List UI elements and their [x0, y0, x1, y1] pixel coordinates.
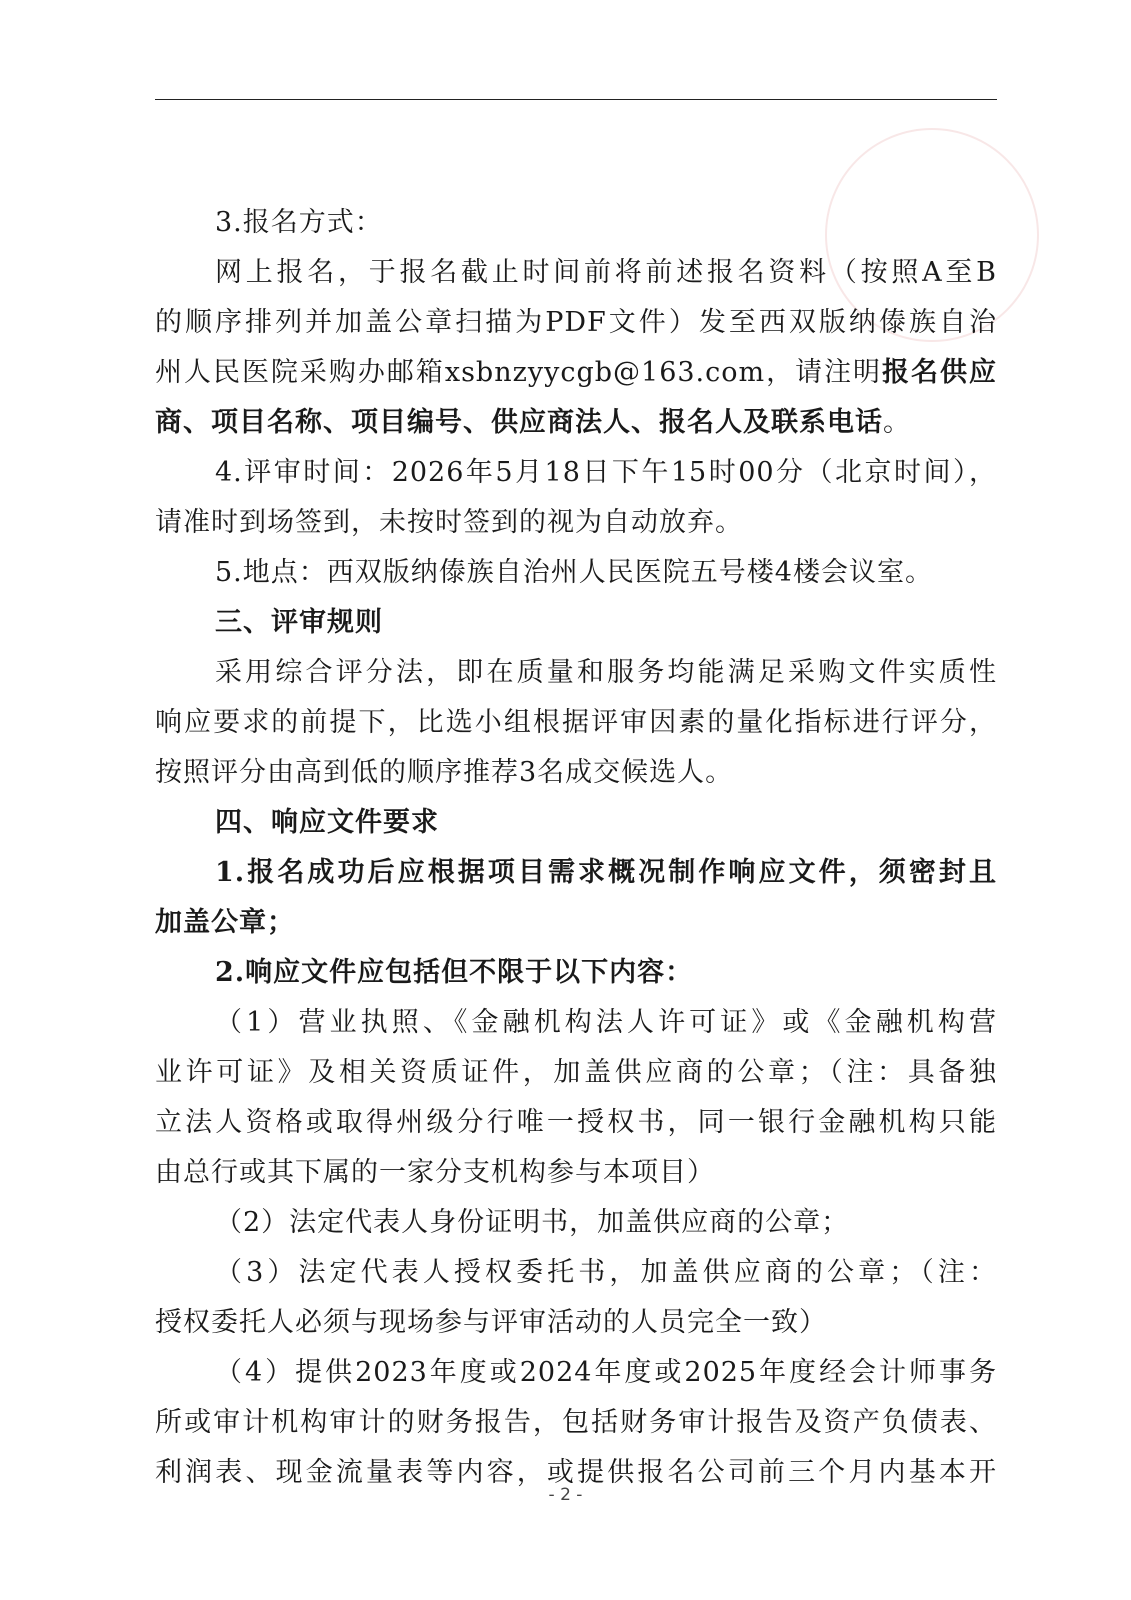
text-line	[155, 1398, 997, 1448]
text-line	[155, 648, 997, 698]
text-run-bold: 加盖公章；	[155, 907, 295, 938]
text-line	[155, 448, 997, 498]
text-line	[155, 998, 997, 1048]
text-run: 由总行或其下属的一家分支机构参与本项目）	[155, 1157, 715, 1188]
text-run-bold: 商、项目名称、项目编号、供应商法人、报名人及联系电话	[155, 407, 883, 438]
text-line	[155, 1198, 997, 1248]
text-run: 立法人资格或取得州级分行唯一授权书，同一银行金融机构只能	[155, 1107, 997, 1138]
document-body	[155, 198, 997, 1498]
text-run: 业许可证》及相关资质证件，加盖供应商的公章；（注：具备独	[155, 1057, 997, 1088]
text-run: 5.地点：西双版纳傣族自治州人民医院五号楼4楼会议室。	[215, 557, 933, 588]
text-run-bold: 三、评审规则	[215, 607, 383, 638]
text-run: （1）营业执照、《金融机构法人许可证》或《金融机构营	[215, 1007, 997, 1038]
text-line	[155, 398, 997, 448]
text-line	[155, 1148, 997, 1198]
text-line	[155, 548, 997, 598]
text-run: （3）法定代表人授权委托书，加盖供应商的公章；（注：	[215, 1257, 997, 1288]
text-line	[155, 198, 997, 248]
text-line	[155, 1248, 997, 1298]
text-line	[155, 348, 997, 398]
section-heading	[155, 598, 997, 648]
text-run: 4.评审时间：2026年5月18日下午15时00分（北京时间），	[215, 457, 997, 488]
text-run-bold: 2.响应文件应包括但不限于以下内容：	[215, 957, 694, 988]
text-run: 所或审计机构审计的财务报告，包括财务审计报告及资产负债表、	[155, 1407, 997, 1438]
text-line	[155, 698, 997, 748]
text-line	[155, 1298, 997, 1348]
page-number: - 2 -	[548, 1485, 583, 1505]
text-run: 的顺序排列并加盖公章扫描为PDF文件）发至西双版纳傣族自治	[155, 307, 997, 338]
text-line	[155, 1048, 997, 1098]
text-run: 授权委托人必须与现场参与评审活动的人员完全一致）	[155, 1307, 827, 1338]
text-run: 响应要求的前提下，比选小组根据评审因素的量化指标进行评分，	[155, 707, 997, 738]
text-run: （2）法定代表人身份证明书，加盖供应商的公章；	[215, 1207, 850, 1238]
text-line	[155, 748, 997, 798]
text-run-bold: 报名供应	[882, 357, 997, 388]
text-line	[155, 898, 997, 948]
text-run: 请准时到场签到，未按时签到的视为自动放弃。	[155, 507, 743, 538]
text-run: 利润表、现金流量表等内容，或提供报名公司前三个月内基本开	[155, 1457, 997, 1488]
text-run: 。	[883, 407, 911, 438]
text-line	[155, 248, 997, 298]
text-run: 3.报名方式：	[215, 207, 383, 238]
text-run: 采用综合评分法，即在质量和服务均能满足采购文件实质性	[215, 657, 997, 688]
section-heading	[155, 798, 997, 848]
text-run: 网上报名，于报名截止时间前将前述报名资料（按照A至B	[215, 257, 997, 288]
header-rule	[155, 99, 997, 100]
text-line	[155, 298, 997, 348]
text-line	[155, 848, 997, 898]
text-run: 州人民医院采购办邮箱xsbnzyycgb@163.com，请注明	[155, 357, 883, 388]
text-line	[155, 1098, 997, 1148]
text-run: 按照评分由高到低的顺序推荐3名成交候选人。	[155, 757, 734, 788]
text-line	[155, 948, 997, 998]
text-line	[155, 498, 997, 548]
text-run: （4）提供2023年度或2024年度或2025年度经会计师事务	[215, 1357, 997, 1388]
text-line	[155, 1348, 997, 1398]
text-run-bold: 1.报名成功后应根据项目需求概况制作响应文件，须密封且	[215, 857, 997, 888]
text-run-bold: 四、响应文件要求	[215, 807, 439, 838]
